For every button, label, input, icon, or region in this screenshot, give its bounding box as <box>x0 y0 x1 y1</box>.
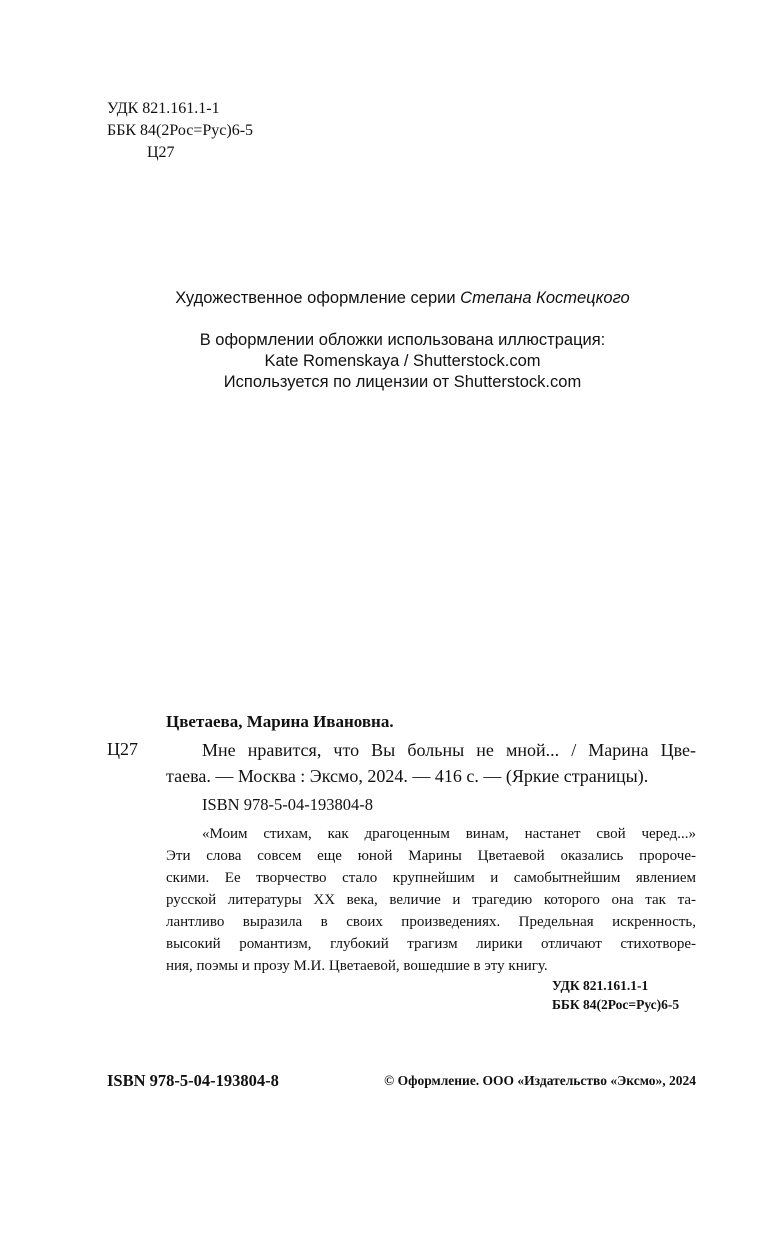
annotation-line: «Моим стихам, как драгоценным винам, настанет свой черед...» <box>202 826 696 842</box>
cover-credit-line-2: Kate Romenskaya / Shutterstock.com <box>264 352 541 370</box>
cover-illustration-credit <box>0 330 768 393</box>
classification-small-block <box>552 976 679 1014</box>
annotation-line: русской литературы XX века, величие и трагедию которого она так та- <box>166 892 696 908</box>
footer-isbn: ISBN 978-5-04-193804-8 <box>107 1071 279 1090</box>
isbn-line: ISBN 978-5-04-193804-8 <box>202 795 373 814</box>
series-designer-name: Степана Костецкого <box>460 289 630 307</box>
cover-credit-line-1: В оформлении обложки использована иллюстрация: <box>199 331 606 349</box>
annotation-line: высокий романтизм, глубокий трагизм лирики отличают стихотворе- <box>166 936 696 952</box>
bibliographic-description <box>166 737 696 789</box>
bbk-code: ББК 84(2Рос=Рус)6-5 <box>107 122 254 139</box>
description-line-2: таева. — Москва : Эксмо, 2024. — 416 с. — (Яркие страницы). <box>166 766 649 786</box>
annotation-line: скими. Ее творчество стало крупнейшим и самобытнейшим явлением <box>166 870 696 886</box>
footer-copyright: © Оформление. ООО «Издательство «Эксмо», 2024 <box>384 1073 696 1088</box>
annotation <box>166 823 696 977</box>
annotation-line: ния, поэмы и прозу М.И. Цветаевой, вошедшие в эту книгу. <box>166 958 548 974</box>
description-line-1: Мне нравится, что Вы больны не мной... / Марина Цве- <box>202 740 696 760</box>
cover-credit-line-3: Используется по лицензии от Shutterstock.com <box>223 373 582 391</box>
author-heading: Цветаева, Марина Ивановна. <box>166 712 394 731</box>
series-design-credit <box>0 288 768 309</box>
author-mark: Ц27 <box>147 144 175 161</box>
bbk-code-small: ББК 84(2Рос=Рус)6-5 <box>552 997 680 1012</box>
classification-block <box>107 98 253 164</box>
series-design-prefix: Художественное оформление серии <box>175 289 456 307</box>
annotation-line: лантливо выразила в своих произведениях. Предельная искренность, <box>166 914 696 930</box>
udk-code: УДК 821.161.1-1 <box>107 100 220 117</box>
margin-author-mark: Ц27 <box>107 739 138 759</box>
udk-code-small: УДК 821.161.1-1 <box>552 978 649 993</box>
annotation-line: Эти слова совсем еще юной Марины Цветаевой оказались пророче- <box>166 848 696 864</box>
